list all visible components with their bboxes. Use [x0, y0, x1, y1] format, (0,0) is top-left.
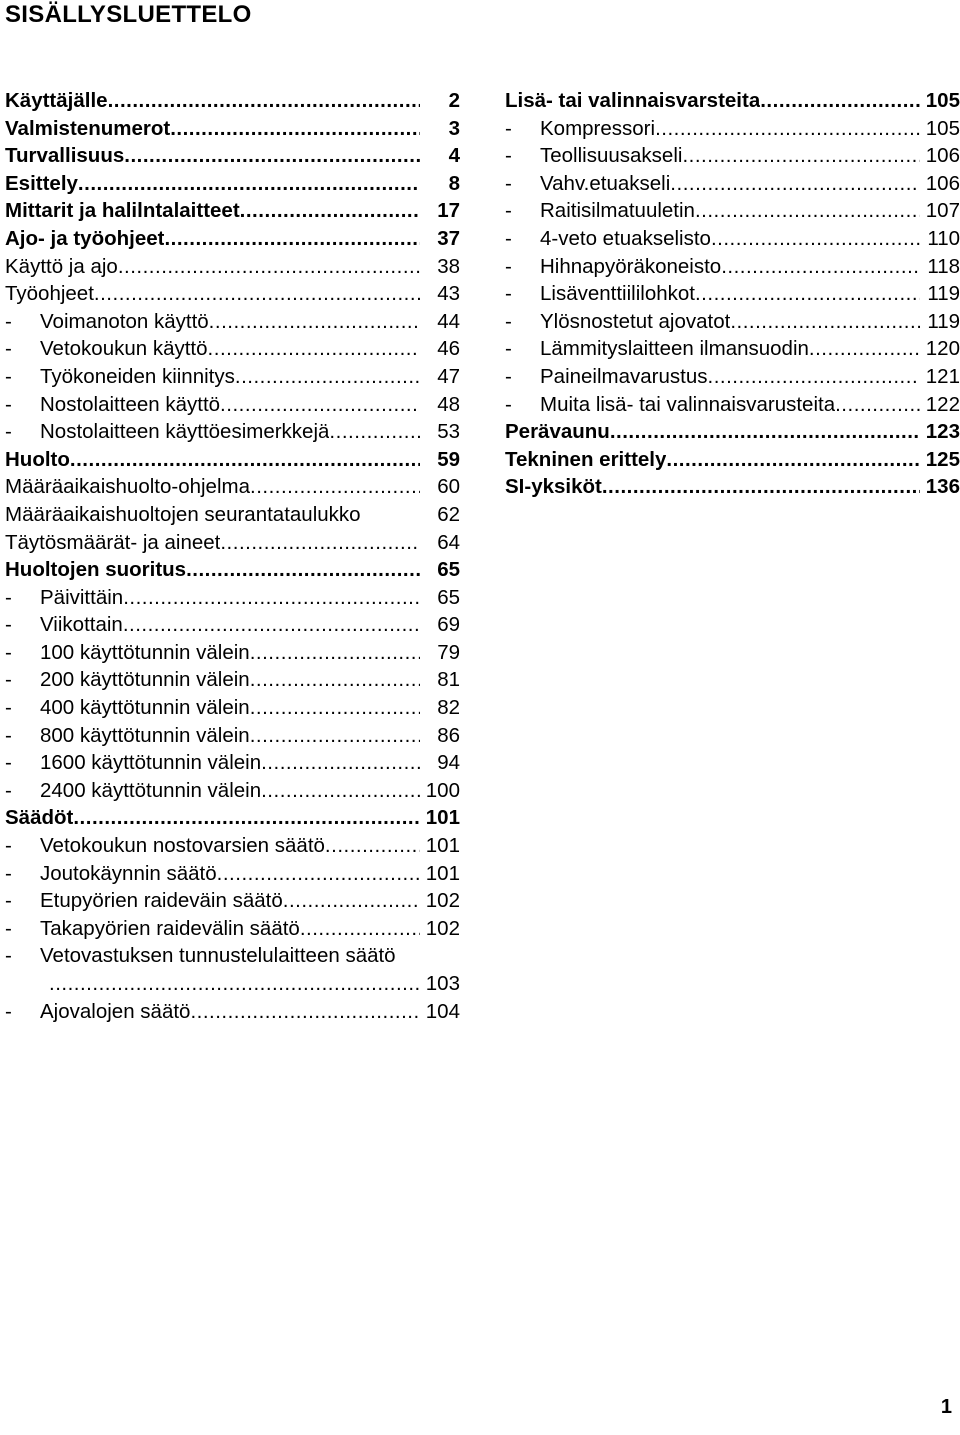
entry-page-number: 59: [437, 447, 460, 471]
toc-entry[interactable]: [505, 391, 960, 419]
page-number: 1: [940, 1396, 952, 1418]
entry-dash: -: [505, 337, 512, 361]
entry-label: Perävaunu: [505, 420, 610, 444]
entry-dash: -: [5, 916, 12, 940]
toc-entry[interactable]: [5, 860, 460, 888]
entry-dash: -: [5, 420, 12, 444]
entry-page-number: 65: [437, 558, 460, 582]
entry-label: Valmistenumerot: [5, 116, 171, 140]
entry-leader-dots: [124, 142, 420, 170]
entry-dash: -: [5, 585, 12, 609]
entry-label: Määräaikaishuolto-ohjelma: [5, 475, 250, 499]
entry-dash: -: [5, 889, 12, 913]
entry-page-number: 102: [425, 889, 460, 913]
toc-entry[interactable]: [5, 970, 460, 998]
toc-entry[interactable]: [505, 170, 960, 198]
entry-dash: -: [5, 392, 12, 416]
toc-entry[interactable]: [5, 391, 460, 419]
entry-page-number: 94: [437, 751, 460, 775]
toc-entry[interactable]: [5, 887, 460, 915]
entry-dash: -: [5, 364, 12, 388]
entry-dash: -: [5, 999, 12, 1023]
toc-entry[interactable]: [505, 280, 960, 308]
entry-page-number: 102: [425, 916, 460, 940]
toc-entry[interactable]: [505, 335, 960, 363]
entry-label: Turvallisuus: [5, 144, 125, 168]
entry-label: Lämmityslaitteen ilmansuodin: [540, 337, 809, 361]
entry-leader-dots: [261, 749, 420, 777]
entry-label: Teollisuusakseli: [540, 144, 683, 168]
toc-entry[interactable]: [5, 749, 460, 777]
entry-leader-dots: [94, 280, 420, 308]
entry-label: SI-yksiköt: [505, 475, 602, 499]
entry-page-number: 37: [437, 226, 460, 250]
toc-entry[interactable]: [5, 722, 460, 750]
entry-leader-dots: [208, 335, 420, 363]
toc-entry[interactable]: [505, 115, 960, 143]
entry-label: 800 käyttötunnin välein: [40, 723, 250, 747]
entry-leader-dots: [240, 197, 420, 225]
entry-label: 100 käyttötunnin välein: [40, 640, 250, 664]
toc-entry[interactable]: [505, 363, 960, 391]
entry-label: Tekninen erittely: [505, 447, 667, 471]
entry-page-number: 46: [437, 337, 460, 361]
entry-page-number: 106: [925, 144, 960, 168]
toc-entry[interactable]: [5, 584, 460, 612]
entry-dash: -: [505, 116, 512, 140]
entry-page-number: 107: [925, 199, 960, 223]
entry-leader-dots: [711, 225, 920, 253]
entry-leader-dots: [217, 860, 420, 888]
entry-label: Lisä- tai valinnaisvarsteita: [505, 89, 761, 112]
entry-label: Etupyörien raideväin säätö: [40, 889, 283, 913]
entry-label: Käyttö ja ajo: [5, 254, 118, 278]
toc-entry[interactable]: [505, 253, 960, 281]
toc-entry[interactable]: [5, 666, 460, 694]
entry-page-number: 120: [925, 337, 960, 361]
toc-entry[interactable]: [505, 142, 960, 170]
entry-leader-dots: [329, 418, 420, 446]
entry-page-number: 106: [925, 171, 960, 195]
toc-entry[interactable]: [5, 804, 460, 832]
entry-label: Vetokoukun käyttö: [40, 337, 208, 361]
entry-page-number: 53: [437, 420, 460, 444]
entry-dash: -: [5, 861, 12, 885]
entry-leader-dots: [666, 446, 920, 474]
entry-label: Työohjeet: [5, 282, 94, 306]
toc-entry[interactable]: [5, 777, 460, 805]
entry-page-number: 62: [437, 502, 460, 526]
entry-dash: -: [5, 944, 12, 968]
entry-page-number: 119: [927, 282, 960, 306]
entry-leader-dots: [49, 970, 420, 998]
entry-page-number: 47: [437, 364, 460, 388]
toc-entry[interactable]: [505, 197, 960, 225]
entry-leader-dots: [695, 280, 920, 308]
toc-entry[interactable]: [5, 611, 460, 639]
entry-leader-dots: [283, 887, 420, 915]
entry-leader-dots: [809, 335, 920, 363]
entry-dash: -: [505, 364, 512, 388]
toc-entry[interactable]: [505, 418, 960, 446]
entry-leader-dots: [70, 446, 420, 474]
toc-entry[interactable]: [5, 87, 460, 115]
entry-page-number: 103: [425, 972, 460, 995]
toc-entry[interactable]: [5, 308, 460, 336]
entry-label: Vetokoukun nostovarsien säätö: [40, 834, 325, 858]
entry-label: Nostolaitteen käyttö: [40, 392, 221, 416]
entry-leader-dots: [123, 584, 420, 612]
entry-dash: -: [505, 282, 512, 306]
entry-label: Määräaikaishuoltojen seurantataulukko: [5, 502, 361, 526]
toc-entry[interactable]: [5, 832, 460, 860]
entry-label: 1600 käyttötunnin välein: [40, 751, 262, 775]
entry-page-number: 110: [927, 226, 960, 250]
entry-page-number: 2: [448, 89, 460, 112]
entry-dash: -: [505, 144, 512, 168]
toc-entry[interactable]: [5, 639, 460, 667]
entry-label: Voimanoton käyttö: [40, 309, 209, 333]
entry-page-number: 82: [437, 696, 460, 720]
entry-label: 400 käyttötunnin välein: [40, 696, 250, 720]
entry-label: Työkoneiden kiinnitys: [40, 364, 235, 388]
entry-page-number: 122: [925, 392, 960, 416]
entry-label: Päivittäin: [40, 585, 124, 609]
entry-label: Ajovalojen säätö: [40, 999, 191, 1023]
toc-entry[interactable]: [5, 942, 460, 970]
entry-leader-dots: [760, 87, 920, 115]
entry-page-number: 123: [925, 420, 960, 444]
entry-dash: -: [5, 751, 12, 775]
toc-entry[interactable]: [5, 115, 460, 143]
toc-entry[interactable]: [5, 556, 460, 584]
entry-label: Raitisilmatuuletin: [540, 199, 695, 223]
entry-page-number: 100: [425, 778, 460, 802]
entry-label: Lisäventtiililohkot: [540, 282, 695, 306]
entry-leader-dots: [73, 804, 420, 832]
entry-leader-dots: [170, 115, 420, 143]
entry-page-number: 105: [925, 89, 960, 112]
entry-label: Nostolaitteen käyttöesimerkkejä: [40, 420, 330, 444]
entry-page-number: 104: [425, 999, 460, 1023]
entry-leader-dots: [655, 115, 920, 143]
entry-label: Ajo- ja työohjeet: [5, 226, 165, 250]
toc-right-column: [505, 87, 960, 501]
toc-entry[interactable]: [5, 363, 460, 391]
entry-leader-dots: [250, 473, 420, 501]
entry-leader-dots: [190, 998, 420, 1026]
toc-entry[interactable]: [505, 446, 960, 474]
entry-label: Viikottain: [40, 613, 123, 637]
entry-dash: -: [5, 778, 12, 802]
entry-leader-dots: [108, 87, 420, 115]
entry-label: Täytösmäärät- ja aineet: [5, 530, 221, 554]
entry-page-number: 86: [437, 723, 460, 747]
entry-page-number: 121: [925, 364, 960, 388]
entry-label: Takapyörien raidevälin säätö: [40, 916, 300, 940]
entry-label: 2400 käyttötunnin välein: [40, 778, 262, 802]
entry-label: Hihnapyöräkoneisto: [540, 254, 722, 278]
entry-page-number: 43: [437, 282, 460, 306]
entry-page-number: 65: [437, 585, 460, 609]
toc-entry[interactable]: [505, 87, 960, 115]
toc-entry[interactable]: [5, 142, 460, 170]
toc-entry[interactable]: [5, 197, 460, 225]
entry-page-number: 118: [927, 254, 960, 278]
entry-leader-dots: [708, 363, 921, 391]
entry-page-number: 101: [425, 834, 460, 858]
entry-leader-dots: [220, 529, 420, 557]
page-title: SISÄLLYSLUETTELO: [5, 1, 252, 28]
entry-leader-dots: [220, 391, 420, 419]
entry-dash: -: [5, 723, 12, 747]
entry-label: Paineilmavarustus: [540, 364, 708, 388]
entry-dash: -: [505, 226, 512, 250]
entry-leader-dots: [235, 363, 420, 391]
entry-leader-dots: [721, 253, 920, 281]
entry-page-number: 81: [437, 668, 460, 692]
toc-entry[interactable]: [5, 335, 460, 363]
entry-dash: -: [505, 392, 512, 416]
entry-leader-dots: [209, 308, 420, 336]
entry-dash: -: [505, 199, 512, 223]
entry-dash: -: [505, 171, 512, 195]
entry-label: Vetovastuksen tunnustelulaitteen säätö: [40, 944, 396, 968]
entry-page-number: 105: [925, 116, 960, 140]
entry-leader-dots: [250, 722, 420, 750]
entry-dash: -: [5, 613, 12, 637]
entry-page-number: 64: [437, 530, 460, 554]
toc-entry[interactable]: [5, 253, 460, 281]
entry-leader-dots: [123, 611, 420, 639]
entry-leader-dots: [164, 225, 420, 253]
entry-page-number: 125: [925, 447, 960, 471]
toc-entry[interactable]: [5, 915, 460, 943]
toc-entry[interactable]: [5, 501, 460, 529]
entry-leader-dots: [682, 142, 920, 170]
entry-page-number: 48: [437, 392, 460, 416]
entry-dash: -: [5, 834, 12, 858]
entry-page-number: 38: [437, 254, 460, 278]
entry-label: Huolto: [5, 447, 70, 471]
entry-dash: -: [5, 309, 12, 333]
entry-label: Säädöt: [5, 806, 74, 830]
toc-entry[interactable]: [5, 694, 460, 722]
toc-left-column: [5, 87, 460, 1025]
entry-page-number: 8: [448, 171, 460, 195]
entry-leader-dots: [250, 666, 420, 694]
entry-leader-dots: [261, 777, 420, 805]
toc-entry[interactable]: [5, 529, 460, 557]
entry-label: Mittarit ja halilntalaitteet: [5, 199, 240, 223]
toc-entry[interactable]: [5, 446, 460, 474]
entry-label: Vahv.etuakseli: [540, 171, 671, 195]
entry-page-number: 101: [425, 861, 460, 885]
entry-leader-dots: [670, 170, 920, 198]
entry-label: 4-veto etuakselisto: [540, 226, 711, 250]
toc-entry[interactable]: [505, 473, 960, 501]
entry-page-number: 17: [437, 199, 460, 223]
toc-entry[interactable]: [5, 225, 460, 253]
entry-dash: -: [505, 254, 512, 278]
entry-leader-dots: [835, 391, 920, 419]
entry-leader-dots: [300, 915, 420, 943]
entry-dash: -: [5, 337, 12, 361]
toc-entry[interactable]: [505, 308, 960, 336]
entry-leader-dots: [325, 832, 420, 860]
entry-page-number: 101: [425, 806, 460, 830]
entry-leader-dots: [78, 170, 420, 198]
entry-leader-dots: [186, 556, 420, 584]
entry-leader-dots: [730, 308, 920, 336]
entry-leader-dots: [610, 418, 920, 446]
entry-label: Huoltojen suoritus: [5, 558, 187, 582]
toc-entry[interactable]: [5, 473, 460, 501]
entry-dash: -: [5, 668, 12, 692]
entry-page-number: 119: [927, 309, 960, 333]
entry-page-number: 69: [437, 613, 460, 637]
entry-page-number: 79: [437, 640, 460, 664]
entry-page-number: 4: [448, 144, 460, 168]
entry-page-number: 60: [437, 475, 460, 499]
toc-entry[interactable]: [505, 225, 960, 253]
entry-dash: -: [5, 696, 12, 720]
toc-entry[interactable]: [5, 418, 460, 446]
entry-label: Joutokäynnin säätö: [40, 861, 217, 885]
toc-entry[interactable]: [5, 280, 460, 308]
entry-label: Esittely: [5, 171, 78, 195]
entry-leader-dots: [250, 639, 420, 667]
entry-leader-dots: [118, 253, 420, 281]
entry-page-number: 44: [437, 309, 460, 333]
entry-dash: -: [505, 309, 512, 333]
entry-label: Ylösnostetut ajovatot: [540, 309, 731, 333]
entry-leader-dots: [695, 197, 920, 225]
entry-leader-dots: [602, 473, 920, 501]
entry-label: Muita lisä- tai valinnaisvarusteita: [540, 392, 836, 416]
entry-page-number: 136: [925, 475, 960, 499]
entry-label: Kompressori: [540, 116, 656, 140]
toc-entry[interactable]: [5, 998, 460, 1026]
entry-label: 200 käyttötunnin välein: [40, 668, 250, 692]
entry-leader-dots: [250, 694, 420, 722]
entry-label: Käyttäjälle: [5, 89, 108, 112]
toc-entry[interactable]: [5, 170, 460, 198]
entry-dash: -: [5, 640, 12, 664]
entry-page-number: 3: [448, 116, 460, 140]
